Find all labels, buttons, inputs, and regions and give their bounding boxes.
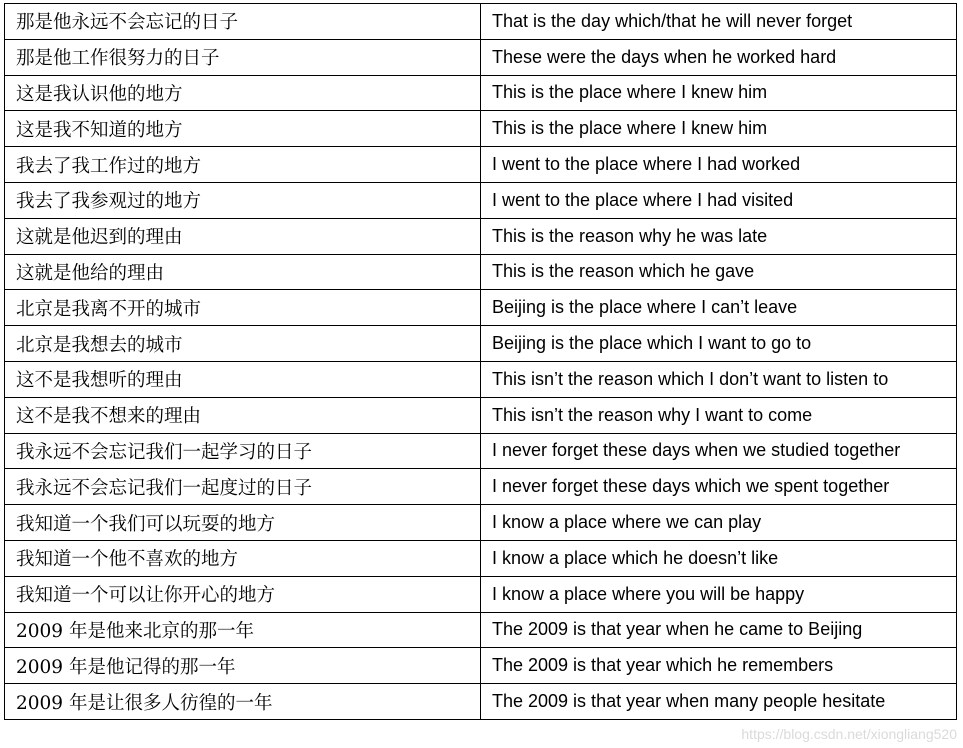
- english-sentence-cell: I never forget these days which we spent together: [481, 469, 957, 505]
- translation-table-body: [5, 4, 957, 720]
- english-sentence-cell: The 2009 is that year which he remembers: [481, 648, 957, 684]
- english-sentence-cell: That is the day which/that he will never forget: [481, 4, 957, 40]
- chinese-sentence-cell: 这是我认识他的地方: [5, 75, 481, 111]
- table-row: [5, 684, 957, 720]
- chinese-sentence-cell: 我去了我参观过的地方: [5, 182, 481, 218]
- english-sentence-cell: This is the reason why he was late: [481, 218, 957, 254]
- table-row: [5, 540, 957, 576]
- english-sentence-cell: I know a place which he doesn’t like: [481, 540, 957, 576]
- english-sentence-cell: I went to the place where I had visited: [481, 182, 957, 218]
- english-sentence-cell: These were the days when he worked hard: [481, 39, 957, 75]
- chinese-sentence-cell: 我永远不会忘记我们一起度过的日子: [5, 469, 481, 505]
- chinese-sentence-cell: 2009 年是他记得的那一年: [5, 648, 481, 684]
- table-row: [5, 4, 957, 40]
- table-row: [5, 39, 957, 75]
- english-sentence-cell: This is the reason which he gave: [481, 254, 957, 290]
- english-sentence-cell: Beijing is the place where I can’t leave: [481, 290, 957, 326]
- chinese-sentence-cell: 我去了我工作过的地方: [5, 147, 481, 183]
- table-row: [5, 612, 957, 648]
- table-row: [5, 254, 957, 290]
- table-row: [5, 397, 957, 433]
- english-sentence-cell: I know a place where we can play: [481, 505, 957, 541]
- table-row: [5, 576, 957, 612]
- chinese-sentence-cell: 这是我不知道的地方: [5, 111, 481, 147]
- table-row: [5, 433, 957, 469]
- english-sentence-cell: The 2009 is that year when he came to Beijing: [481, 612, 957, 648]
- table-row: [5, 182, 957, 218]
- chinese-sentence-cell: 我知道一个我们可以玩耍的地方: [5, 505, 481, 541]
- chinese-sentence-cell: 2009 年是让很多人彷徨的一年: [5, 684, 481, 720]
- english-sentence-cell: The 2009 is that year when many people hesitate: [481, 684, 957, 720]
- chinese-sentence-cell: 我知道一个可以让你开心的地方: [5, 576, 481, 612]
- table-row: [5, 147, 957, 183]
- table-row: [5, 648, 957, 684]
- table-row: [5, 75, 957, 111]
- chinese-sentence-cell: 这不是我不想来的理由: [5, 397, 481, 433]
- table-row: [5, 361, 957, 397]
- chinese-sentence-cell: 我知道一个他不喜欢的地方: [5, 540, 481, 576]
- english-sentence-cell: I never forget these days when we studied together: [481, 433, 957, 469]
- table-row: [5, 505, 957, 541]
- chinese-sentence-cell: 那是他永远不会忘记的日子: [5, 4, 481, 40]
- table-row: [5, 326, 957, 362]
- translation-table: [4, 3, 957, 720]
- chinese-sentence-cell: 这就是他迟到的理由: [5, 218, 481, 254]
- english-sentence-cell: This is the place where I knew him: [481, 111, 957, 147]
- english-sentence-cell: This isn’t the reason which I don’t want to listen to: [481, 361, 957, 397]
- table-row: [5, 469, 957, 505]
- english-sentence-cell: I went to the place where I had worked: [481, 147, 957, 183]
- watermark: https://blog.csdn.net/xiongliang520: [741, 726, 957, 742]
- chinese-sentence-cell: 我永远不会忘记我们一起学习的日子: [5, 433, 481, 469]
- english-sentence-cell: This isn’t the reason why I want to come: [481, 397, 957, 433]
- table-row: [5, 218, 957, 254]
- chinese-sentence-cell: 这就是他给的理由: [5, 254, 481, 290]
- chinese-sentence-cell: 北京是我离不开的城市: [5, 290, 481, 326]
- english-sentence-cell: I know a place where you will be happy: [481, 576, 957, 612]
- table-row: [5, 290, 957, 326]
- table-row: [5, 111, 957, 147]
- english-sentence-cell: Beijing is the place which I want to go to: [481, 326, 957, 362]
- english-sentence-cell: This is the place where I knew him: [481, 75, 957, 111]
- chinese-sentence-cell: 北京是我想去的城市: [5, 326, 481, 362]
- chinese-sentence-cell: 2009 年是他来北京的那一年: [5, 612, 481, 648]
- chinese-sentence-cell: 这不是我想听的理由: [5, 361, 481, 397]
- chinese-sentence-cell: 那是他工作很努力的日子: [5, 39, 481, 75]
